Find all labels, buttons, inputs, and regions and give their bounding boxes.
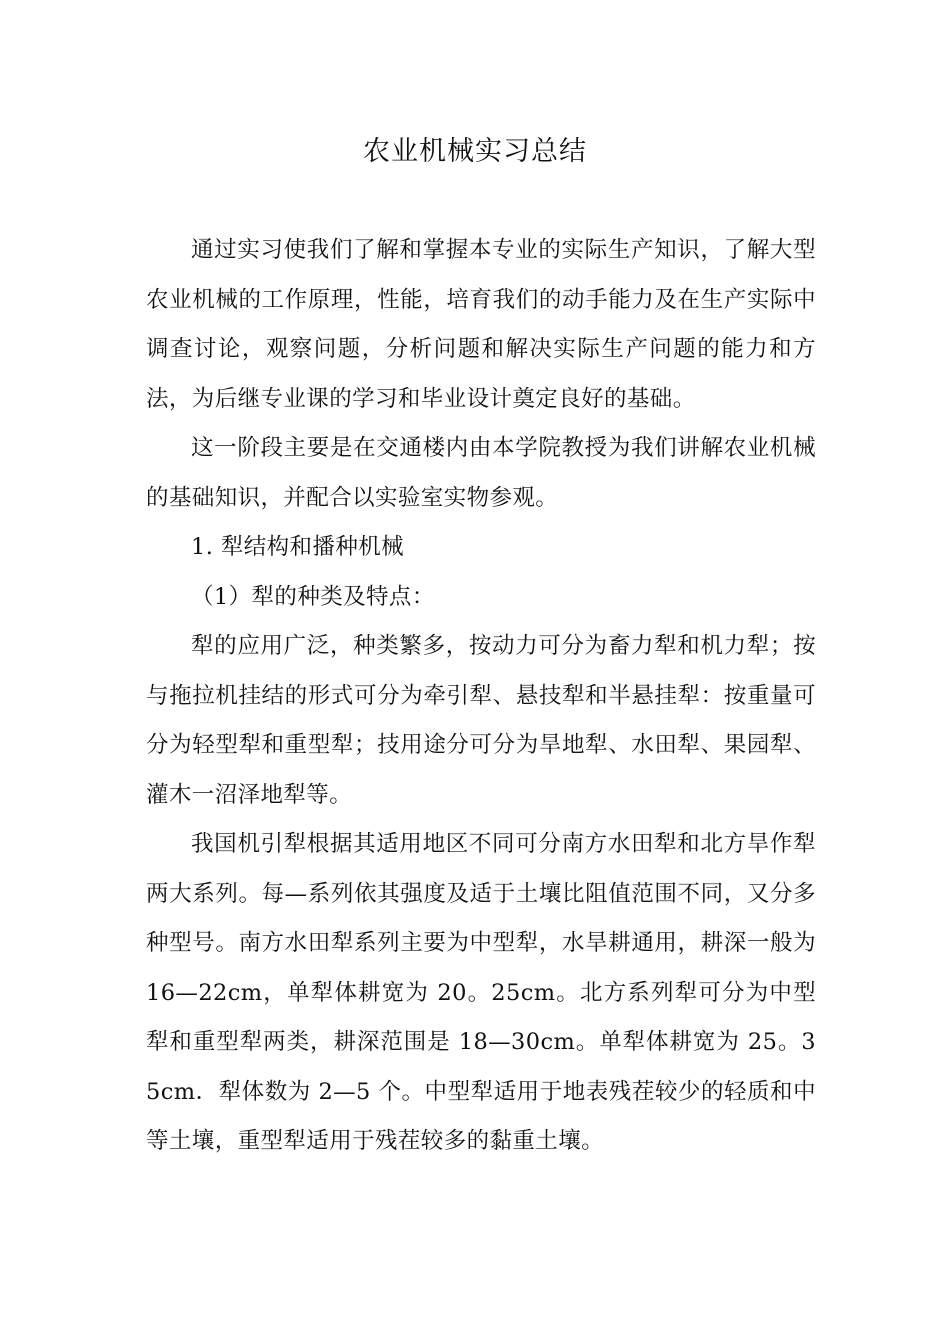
paragraph-plough-types: 犁的应用广泛，种类繁多，按动力可分为畜力犁和机力犁；按与拖拉机挂结的形式可分为牵引犁、悬技犁和半悬挂犁：按重量可分为轻型犁和重型犁；技用途分可分为旱地犁、水田犁、果园犁、灌木一沼泽地犁等。 <box>146 633 816 808</box>
paragraph-plough-series: 我国机引犁根据其适用地区不同可分南方水田犁和北方旱作犁两大系列。每—系列依其强度及适于土壤比阻值范围不同，又分多种型号。南方水田犁系列主要为中型犁，水旱耕通用，耕深一般为 16—22cm，单犁体耕宽为 20。25cm。北方系列犁可分为中型犁和重型犁两类，耕深范围是 18—30cm。单犁体耕宽为 25。35cm．犁体数为 2—5 个。中型犁适用于地表残茬较少的轻质和中等土壤，重型犁适用于残茬较多的黏重土壤。 <box>146 831 816 1154</box>
section-heading-plough: 1. 犁结构和播种机械 <box>191 534 405 560</box>
paragraph-stage: 这一阶段主要是在交通楼内由本学院教授为我们讲解农业机械的基础知识，并配合以实验室实物参观。 <box>146 435 816 511</box>
paragraph-intro: 通过实习使我们了解和掌握本专业的实际生产知识，了解大型农业机械的工作原理，性能，培育我们的动手能力及在生产实际中调查讨论，观察问题，分析问题和解决实际生产问题的能力和方法，为后继专业课的学习和毕业设计奠定良好的基础。 <box>146 237 816 412</box>
document-body <box>146 226 816 1167</box>
document-title: 农业机械实习总结 <box>363 136 587 167</box>
subsection-heading-plough-types: （1）犁的种类及特点： <box>191 583 435 610</box>
